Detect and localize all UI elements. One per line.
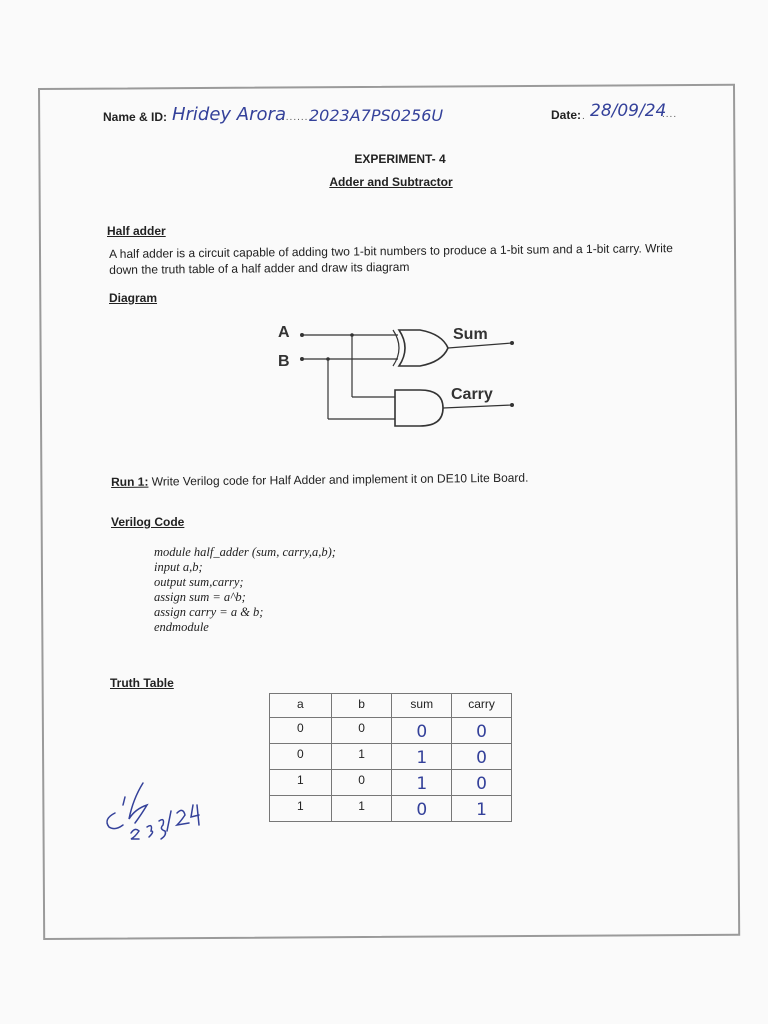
verilog-heading: Verilog Code (111, 515, 185, 529)
cell-a: 0 (270, 718, 332, 744)
table-row (270, 796, 512, 822)
node-carry (510, 403, 514, 407)
carry-output-label: Carry (451, 386, 493, 403)
code-line: endmodule (154, 620, 209, 634)
dotted-filler-date-end: .... (662, 109, 678, 120)
id-value: 2023A7PS0256U (309, 106, 444, 125)
code-line: assign sum = a^b; (154, 590, 246, 604)
cell-b: 0 (331, 770, 392, 796)
dotted-filler: ........ (282, 112, 313, 123)
table-row (270, 770, 512, 796)
junction-a (350, 333, 354, 337)
truth-table-heading: Truth Table (110, 676, 174, 690)
input-b-label: B (278, 353, 290, 370)
node-sum (510, 341, 514, 345)
cell-sum: 1 (392, 770, 452, 796)
xor-gate (399, 330, 448, 366)
and-gate (395, 390, 443, 426)
cell-carry: 0 (452, 718, 512, 744)
node-a (300, 333, 304, 337)
table-row (270, 744, 512, 770)
run1-label: Run 1: (111, 474, 149, 489)
cell-a: 1 (270, 770, 332, 796)
half-adder-circuit-diagram (260, 310, 540, 440)
cell-carry: 0 (452, 744, 512, 770)
half-adder-heading: Half adder (107, 224, 166, 238)
column-header-b: b (331, 694, 392, 718)
cell-b: 1 (331, 796, 392, 822)
input-a-label: A (278, 324, 290, 341)
name-value: Hridey Arora (172, 104, 286, 125)
column-header-sum: sum (392, 694, 452, 718)
code-line: input a,b; (154, 560, 203, 574)
cell-b: 1 (331, 744, 392, 770)
date-value: 28/09/24 (590, 101, 667, 121)
column-header-carry: carry (452, 694, 512, 718)
junction-b (326, 357, 330, 361)
cell-a: 1 (270, 796, 332, 822)
code-line: assign carry = a & b; (154, 605, 264, 619)
table-header-row (270, 694, 512, 718)
experiment-number: EXPERIMENT- 4 (354, 152, 446, 166)
instructor-signature (95, 775, 225, 845)
wire-carry-out (443, 405, 512, 408)
truth-table (269, 693, 512, 822)
run1-text: Write Verilog code for Half Adder and implement it on DE10 Lite Board. (151, 470, 529, 489)
name-id-label: Name & ID: (103, 110, 168, 124)
column-header-a: a (270, 694, 332, 718)
diagram-heading: Diagram (109, 291, 158, 305)
code-line: output sum,carry; (154, 575, 244, 589)
cell-b: 0 (331, 718, 392, 744)
experiment-title: Adder and Subtractor (329, 175, 453, 189)
sum-output-label: Sum (453, 326, 488, 343)
code-line: module half_adder (sum, carry,a,b); (154, 545, 336, 559)
table-row (270, 718, 512, 744)
cell-a: 0 (270, 744, 332, 770)
date-label: Date: (551, 108, 582, 122)
cell-sum: 1 (392, 744, 452, 770)
cell-sum: 0 (392, 796, 452, 822)
wire-sum-out (448, 343, 512, 348)
cell-carry: 1 (452, 796, 512, 822)
verilog-code-block (154, 545, 336, 635)
cell-sum: 0 (392, 718, 452, 744)
cell-carry: 0 (452, 770, 512, 796)
dotted-filler-date: . (582, 111, 586, 122)
half-adder-description: A half adder is a circuit capable of adding two 1-bit numbers to produce a 1-bit sum and a 1-bit carry. Write down the truth table of a half adder and draw its diagram (109, 241, 673, 277)
node-b (300, 357, 304, 361)
